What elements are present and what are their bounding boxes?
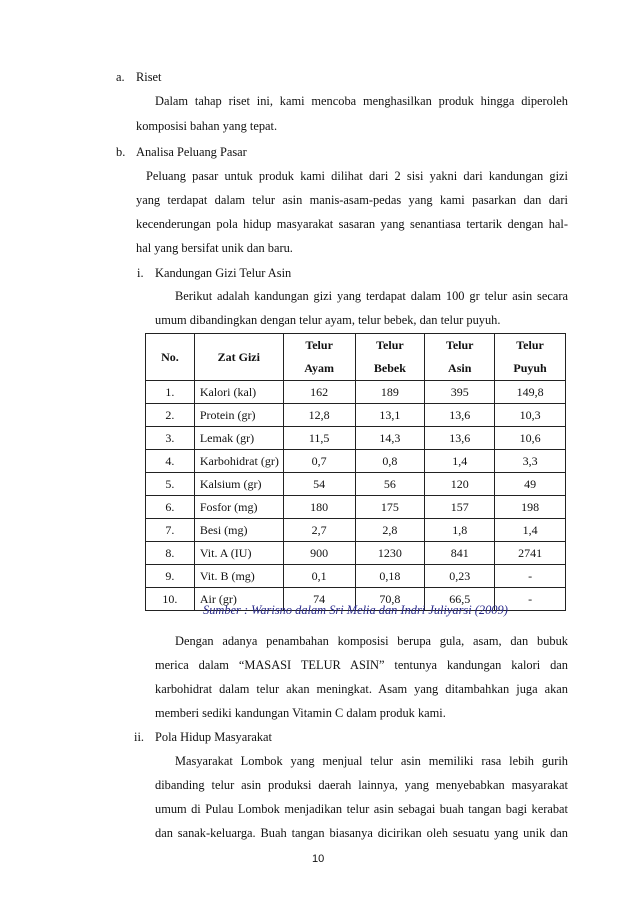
cell-telur-asin: 13,6 xyxy=(425,427,495,450)
cell-zat-gizi: Lemak (gr) xyxy=(194,427,283,450)
cell-telur-puyuh: - xyxy=(495,565,566,588)
header-telur-ayam: Telur Ayam xyxy=(283,334,355,381)
cell-telur-puyuh: 149,8 xyxy=(495,381,566,404)
cell-telur-bebek: 70,8 xyxy=(355,588,425,611)
table-row xyxy=(146,542,566,565)
cell-telur-bebek: 0,8 xyxy=(355,450,425,473)
cell-telur-bebek: 189 xyxy=(355,381,425,404)
section-a-line-2: komposisi bahan yang tepat. xyxy=(136,119,278,133)
table-row xyxy=(146,381,566,404)
page-number: 10 xyxy=(312,853,325,865)
header-telur-asin: Telur Asin xyxy=(425,334,495,381)
cell-telur-bebek: 1230 xyxy=(355,542,425,565)
section-b-line-3: kecenderungan pola hidup masyarakat sasaran yang senantiasa tertarik dengan hal- xyxy=(136,217,568,231)
cell-no: 8. xyxy=(146,542,195,565)
section-b-line-4: hal yang bersifat unik dan baru. xyxy=(136,241,293,255)
cell-zat-gizi: Vit. B (mg) xyxy=(194,565,283,588)
cell-telur-asin: 841 xyxy=(425,542,495,565)
cell-telur-puyuh: 1,4 xyxy=(495,519,566,542)
sub-i-line-1: Berikut adalah kandungan gizi yang terdapat dalam 100 gr telur asin secara xyxy=(175,289,568,303)
nutrition-table xyxy=(145,333,566,611)
section-b-title: Analisa Peluang Pasar xyxy=(136,145,247,159)
header-telur-bebek: Telur Bebek xyxy=(355,334,425,381)
table-row xyxy=(146,473,566,496)
cell-telur-puyuh: 10,6 xyxy=(495,427,566,450)
sub-ii-line-3: umum di Pulau Lombok menjadikan telur asin sebagai buah tangan bagi kerabat xyxy=(155,802,568,816)
cell-telur-ayam: 11,5 xyxy=(283,427,355,450)
cell-telur-puyuh: 2741 xyxy=(495,542,566,565)
cell-zat-gizi: Kalori (kal) xyxy=(194,381,283,404)
cell-zat-gizi: Protein (gr) xyxy=(194,404,283,427)
cell-telur-bebek: 175 xyxy=(355,496,425,519)
cell-no: 2. xyxy=(146,404,195,427)
sub-ii-line-4: dan sanak-keluarga. Buah tangan biasanya dicirikan oleh sesuatu yang unik dan xyxy=(155,826,568,840)
table-row xyxy=(146,450,566,473)
table-row xyxy=(146,404,566,427)
section-a-label: a. xyxy=(116,70,125,84)
cell-zat-gizi: Kalsium (gr) xyxy=(194,473,283,496)
cell-no: 6. xyxy=(146,496,195,519)
cell-zat-gizi: Vit. A (IU) xyxy=(194,542,283,565)
cell-telur-asin: 0,23 xyxy=(425,565,495,588)
cell-telur-asin: 1,8 xyxy=(425,519,495,542)
cell-no: 3. xyxy=(146,427,195,450)
para-after-line-4: memberi sediki kandungan Vitamin C dalam produk kami. xyxy=(155,706,446,720)
section-b-label: b. xyxy=(116,145,126,159)
table-row xyxy=(146,496,566,519)
cell-telur-asin: 13,6 xyxy=(425,404,495,427)
cell-zat-gizi: Karbohidrat (gr) xyxy=(194,450,283,473)
para-after-line-2: merica dalam “MASASI TELUR ASIN” tentunya kandungan kalori dan xyxy=(155,658,568,672)
table-row xyxy=(146,427,566,450)
cell-telur-ayam: 74 xyxy=(283,588,355,611)
cell-telur-bebek: 0,18 xyxy=(355,565,425,588)
header-no: No. xyxy=(146,334,195,381)
cell-telur-asin: 120 xyxy=(425,473,495,496)
table-source: Sumber : Warisno dalam Sri Melia dan Indri Juliyarsi (2009) xyxy=(203,603,508,617)
cell-no: 4. xyxy=(146,450,195,473)
cell-telur-ayam: 0,7 xyxy=(283,450,355,473)
header-telur-puyuh: Telur Puyuh xyxy=(495,334,566,381)
sub-i-title: Kandungan Gizi Telur Asin xyxy=(155,266,292,280)
sub-ii-line-1: Masyarakat Lombok yang menjual telur asin memiliki rasa lebih gurih xyxy=(175,754,568,768)
cell-telur-ayam: 162 xyxy=(283,381,355,404)
cell-no: 5. xyxy=(146,473,195,496)
table-row xyxy=(146,519,566,542)
cell-no: 7. xyxy=(146,519,195,542)
sub-i-line-2: umum dibandingkan dengan telur ayam, telur bebek, dan telur puyuh. xyxy=(155,313,501,327)
cell-telur-puyuh: 49 xyxy=(495,473,566,496)
table-body xyxy=(146,381,566,611)
cell-telur-ayam: 2,7 xyxy=(283,519,355,542)
cell-telur-asin: 157 xyxy=(425,496,495,519)
cell-telur-bebek: 13,1 xyxy=(355,404,425,427)
section-a-title: Riset xyxy=(136,70,162,84)
cell-zat-gizi: Besi (mg) xyxy=(194,519,283,542)
table-row xyxy=(146,565,566,588)
cell-telur-asin: 395 xyxy=(425,381,495,404)
cell-no: 1. xyxy=(146,381,195,404)
header-zat-gizi: Zat Gizi xyxy=(194,334,283,381)
cell-telur-ayam: 12,8 xyxy=(283,404,355,427)
sub-ii-label: ii. xyxy=(134,730,144,744)
cell-zat-gizi: Fosfor (mg) xyxy=(194,496,283,519)
cell-zat-gizi: Air (gr) xyxy=(194,588,283,611)
para-after-line-3: karbohidrat dalam telur akan meningkat. Asam yang ditambahkan juga akan xyxy=(155,682,568,696)
cell-telur-asin: 66,5 xyxy=(425,588,495,611)
cell-telur-bebek: 14,3 xyxy=(355,427,425,450)
cell-telur-bebek: 56 xyxy=(355,473,425,496)
cell-telur-puyuh: 3,3 xyxy=(495,450,566,473)
cell-telur-ayam: 900 xyxy=(283,542,355,565)
cell-telur-asin: 1,4 xyxy=(425,450,495,473)
sub-i-label: i. xyxy=(137,266,144,280)
table-header-row xyxy=(146,334,566,381)
cell-no: 10. xyxy=(146,588,195,611)
cell-no: 9. xyxy=(146,565,195,588)
section-b-line-1: Peluang pasar untuk produk kami dilihat dari 2 sisi yakni dari kandungan gizi xyxy=(146,169,568,183)
cell-telur-ayam: 0,1 xyxy=(283,565,355,588)
cell-telur-puyuh: - xyxy=(495,588,566,611)
sub-ii-title: Pola Hidup Masyarakat xyxy=(155,730,272,744)
section-b-line-2: yang terdapat dalam telur asin manis-asam-pedas yang kami pasarkan dan dari xyxy=(136,193,568,207)
cell-telur-ayam: 180 xyxy=(283,496,355,519)
para-after-line-1: Dengan adanya penambahan komposisi berupa gula, asam, dan bubuk xyxy=(175,634,568,648)
cell-telur-puyuh: 198 xyxy=(495,496,566,519)
cell-telur-bebek: 2,8 xyxy=(355,519,425,542)
sub-ii-line-2: dibanding telur asin produksi daerah lainnya, yang menyebabkan masyarakat xyxy=(155,778,568,792)
section-a-line-1: Dalam tahap riset ini, kami mencoba menghasilkan produk hingga diperoleh xyxy=(155,94,568,108)
cell-telur-ayam: 54 xyxy=(283,473,355,496)
cell-telur-puyuh: 10,3 xyxy=(495,404,566,427)
